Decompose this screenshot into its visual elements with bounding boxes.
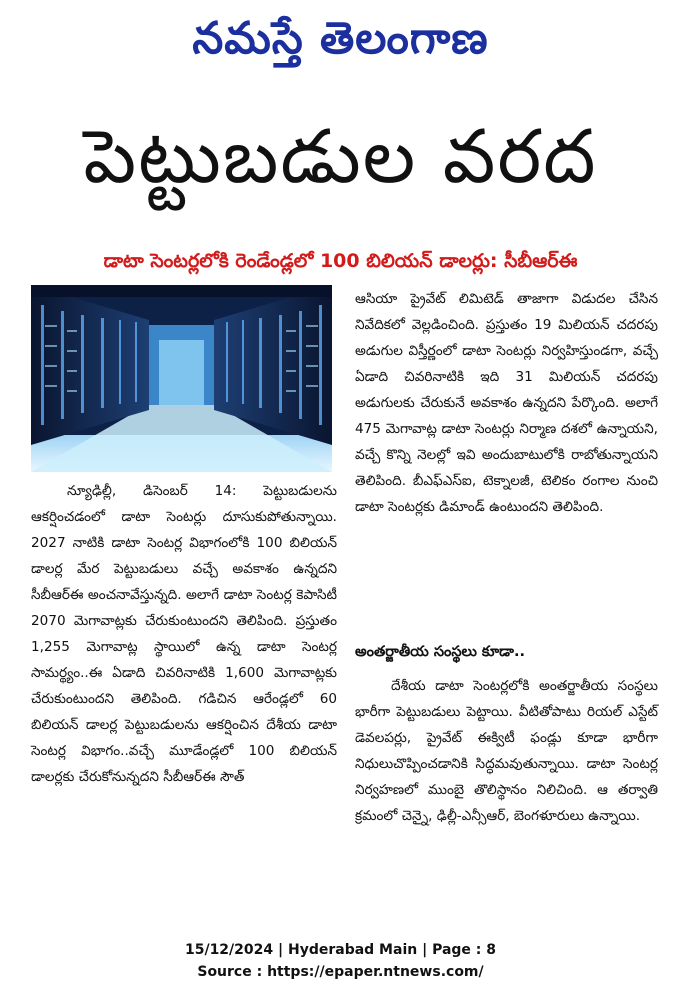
article-paragraph: ఆసియా ప్రైవేట్ లిమిటెడ్ తాజాగా విడుదల చేసిన నివేదికలో వెల్లడించింది. ప్రస్తుతం 19 మిలియన్ చదరపు అడుగుల విస్తీర్ణంలో డాటా సెంటర్లు నిర్వహిస్తుండగా, వచ్చే ఏడాది చివరినాటికి ఇది 31 మిలియన్ చదరపు అడుగులకు చేరుకునే అవకాశం ఉన్నదని పేర్కొంది. అలాగే 475 మెగావాట్ల డాటా సెంటర్లు నిర్మాణ దశలో ఉన్నాయని, వచ్చే కొన్ని నెలల్లో ఇవి అందుబాటులోకి రాబోతున్నాయని తెలిపింది. బీఎఫ్ఎస్ఐ, టెక్నాలజీ, టెలికం రంగాల నుంచి డాటా సెంటర్లకు డిమాండ్ ఉంటుందని తెలిపింది. [355,291,658,515]
article-body-right-column [355,286,658,520]
data-center-photo [31,285,332,472]
article-subheadline: డాటా సెంటర్లలోకి రెండేండ్లలో 100 బిలియన్ డాలర్లు: సీబీఆర్ఈ [103,250,578,272]
article-headline: పెట్టుబడుల వరద [83,114,598,200]
article-body-left-column [31,478,337,790]
article-body-right-column-bottom [355,673,658,829]
edition-info: 15/12/2024 | Hyderabad Main | Page : 8 [184,942,497,958]
article-paragraph: న్యూఢిల్లీ, డిసెంబర్ 14: పెట్టుబడులను ఆకర్షించడంలో డాటా సెంటర్లు దూసుకుపోతున్నాయి. 2027 నాటికి డాటా సెంటర్ల విభాగంలోకి 100 బిలియన్ డాలర్ల మేర పెట్టుబడులు వచ్చే అవకాశం ఉన్నదని సీబీఆర్ఈ అంచనావేస్తున్నది. అలాగే డాటా సెంటర్ల కెపాసిటీ 2070 మెగావాట్లకు చేరుకుంటుందని తెలిపింది. ప్రస్తుతం 1,255 మెగావాట్ల స్థాయిలో ఉన్న డాటా సెంటర్ల సామర్థ్యం..ఈ ఏడాది చివరినాటికి 1,600 మెగావాట్లకు చేరుకుంటుందని తెలిపింది. గడిచిన ఆరేండ్లలో 60 బిలియన్ డాలర్ల పెట్టుబడులను ఆకర్షించిన దేశీయ డాటా సెంటర్ల విభాగం..వచ్చే మూడేండ్లలో 100 బిలియన్ డాలర్లకు చేరుకోనున్నదని సీబీఆర్ఈ సౌత్ [31,483,337,785]
article-paragraph: దేశీయ డాటా సెంటర్లలోకి అంతర్జాతీయ సంస్థలు భారీగా పెట్టుబడులు పెట్టాయి. వీటితోపాటు రియల్ ఎస్టేట్ డెవలపర్లు, ప్రైవేట్ ఈక్విటీ ఫండ్లు కూడా భారీగా నిధులుచొప్పించడానికి సిద్ధమవుతున్నాయి. డాటా సెంటర్ల నిర్వహణలో ముంబై తొలిస్థానం నిలిచింది. ఆ తర్వాతి క్రమంలో చెన్నై, ఢిల్లీ-ఎన్సీఆర్, బెంగళూరులు ఉన్నాయి. [355,678,658,824]
newspaper-masthead: నమస్తే తెలంగాణ [192,13,489,64]
source-link[interactable]: Source : https://epaper.ntnews.com/ [197,964,484,980]
section-heading: అంతర్జాతీయ సంస్థలు కూడా.. [355,644,525,660]
